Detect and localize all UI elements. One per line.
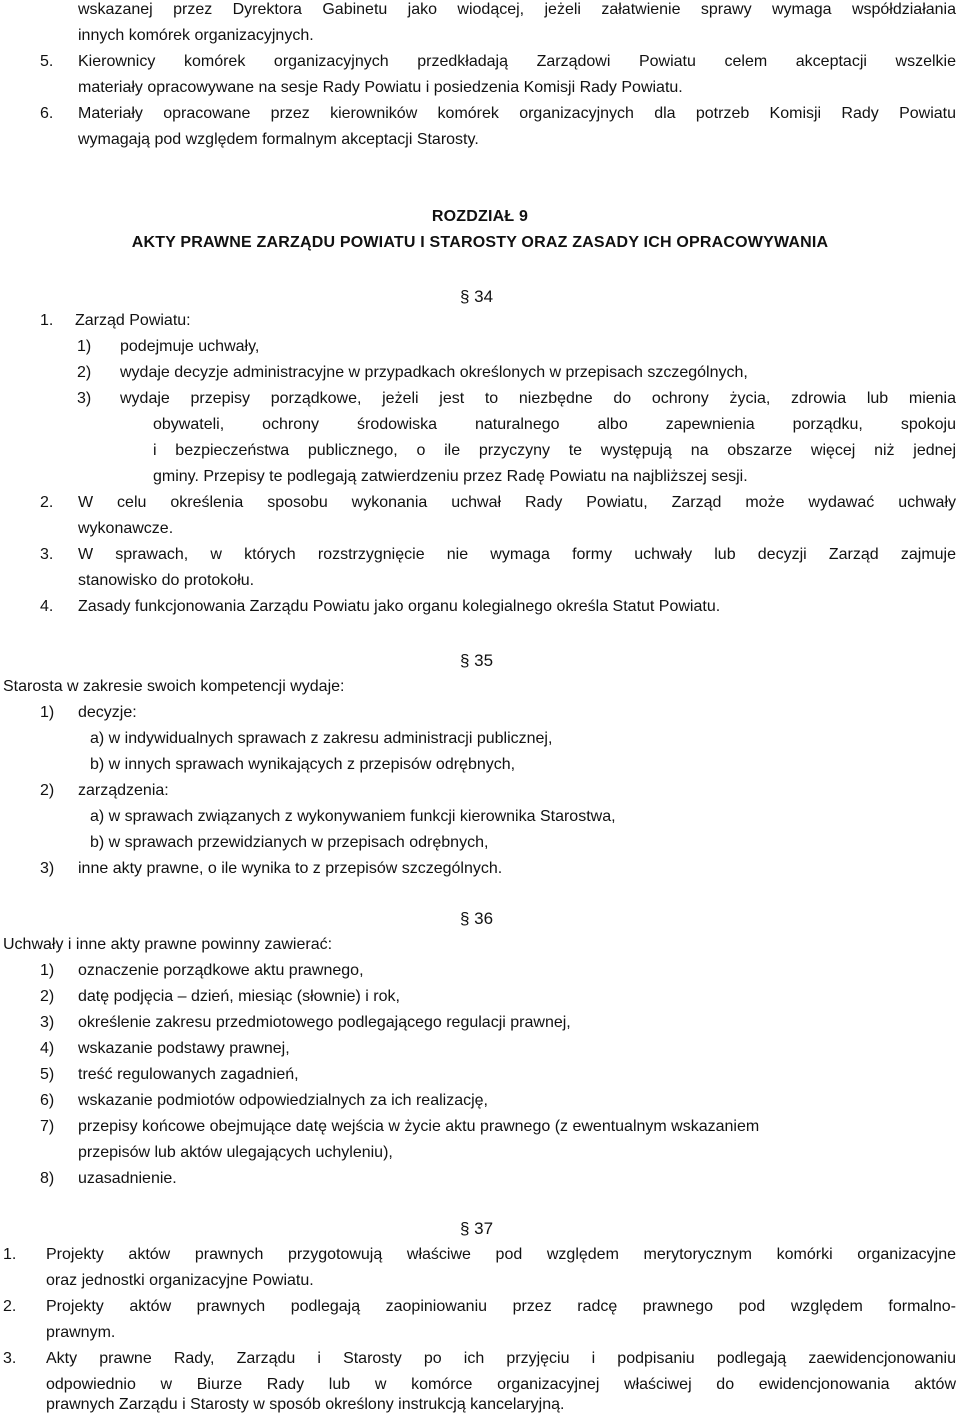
list-item: wskazanie podmiotów odpowiedzialnych za ich realizację, <box>78 1092 488 1109</box>
list-item: zarządzenia: <box>78 782 169 799</box>
item-number: 2. <box>40 494 54 511</box>
list-item: uzasadnienie. <box>78 1170 177 1187</box>
paragraph-line: W celu określenia sposobu wykonania uchwał Rady Powiatu, Zarząd może wydawać uchwały <box>78 494 956 511</box>
intro-line: innych komórek organizacyjnych. <box>78 27 314 44</box>
item-number: 3) <box>40 860 55 877</box>
item-number: 1) <box>40 962 55 979</box>
list-item: decyzje: <box>78 704 137 721</box>
item-number: 1) <box>77 338 92 355</box>
item-number: 7) <box>40 1118 55 1135</box>
item-number: 3) <box>40 1014 55 1031</box>
item-number: 3. <box>40 546 54 563</box>
paragraph-line: odpowiednio w Biurze Rady lub w komórce organizacyjnej właściwej do ewidencjonowania aktów <box>46 1376 956 1393</box>
list-item: datę podjęcia – dzień, miesiąc (słownie) i rok, <box>78 988 400 1005</box>
section-label: § 36 <box>460 909 494 928</box>
paragraph-line: prawnym. <box>46 1324 116 1341</box>
intro-line: wskazanej przez Dyrektora Gabinetu jako wiodącej, jeżeli załatwienie sprawy wymaga współdziałania <box>78 1 956 18</box>
paragraph-line: Akty prawne Rady, Zarządu i Starosty po ich przyjęciu i podpisaniu podlegają zaewidencjonowaniu <box>46 1350 956 1367</box>
list-item: przepisów lub aktów ulegających uchyleniu), <box>78 1144 393 1161</box>
paragraph-line: Zasady funkcjonowania Zarządu Powiatu jako organu kolegialnego określa Statut Powiatu. <box>78 598 721 615</box>
section-label: § 34 <box>460 287 494 306</box>
paragraph-line: wykonawcze. <box>78 520 174 537</box>
list-item: treść regulowanych zagadnień, <box>78 1066 299 1083</box>
list-item: podejmuje uchwały, <box>120 338 260 355</box>
paragraph-line: Kierownicy komórek organizacyjnych przedkładają Zarządowi Powiatu celem akceptacji wszelkie <box>78 53 956 70</box>
section-label: § 37 <box>460 1219 494 1238</box>
item-number: 2. <box>3 1298 17 1315</box>
item-number: 1. <box>3 1246 17 1263</box>
item-number: 2) <box>77 364 92 381</box>
paragraph-line: Uchwały i inne akty prawne powinny zawierać: <box>3 936 333 953</box>
item-number: 5. <box>40 53 54 70</box>
paragraph-line: stanowisko do protokołu. <box>78 572 255 589</box>
item-number: 2) <box>40 782 55 799</box>
list-item: gminy. Przepisy te podlegają zatwierdzeniu przez Radę Powiatu na najbliższej sesji. <box>153 468 748 485</box>
list-item: oznaczenie porządkowe aktu prawnego, <box>78 962 364 979</box>
chapter-subtitle: AKTY PRAWNE ZARZĄDU POWIATU I STAROSTY ORAZ ZASADY ICH OPRACOWYWANIA <box>131 234 829 251</box>
list-item: przepisy końcowe obejmujące datę wejścia w życie aktu prawnego (z ewentualnym wskazaniem <box>78 1118 760 1135</box>
item-number: 6) <box>40 1092 55 1109</box>
list-subitem: a) w indywidualnych sprawach z zakresu administracji publicznej, <box>90 730 553 747</box>
chapter-title: ROZDZIAŁ 9 <box>431 208 529 225</box>
item-number: 1) <box>40 704 55 721</box>
list-item: inne akty prawne, o ile wynika to z przepisów szczególnych. <box>78 860 503 877</box>
paragraph-line: W sprawach, w których rozstrzygnięcie nie wymaga formy uchwały lub decyzji Zarząd zajmuje <box>78 546 956 563</box>
list-item: wydaje decyzje administracyjne w przypadkach określonych w przepisach szczególnych, <box>120 364 748 381</box>
paragraph-line: Projekty aktów prawnych podlegają zaopiniowaniu przez radcę prawnego pod względem formalno- <box>46 1298 956 1315</box>
item-number: 3. <box>3 1350 17 1367</box>
list-item: wydaje przepisy porządkowe, jeżeli jest to niezbędne do ochrony życia, zdrowia lub mienia <box>120 390 956 407</box>
list-subitem: b) w innych sprawach wynikających z przepisów odrębnych, <box>90 756 516 773</box>
item-number: 2) <box>40 988 55 1005</box>
item-number: 1. <box>40 312 54 329</box>
paragraph-line: wymagają pod względem formalnym akceptacji Starosty. <box>78 131 479 148</box>
paragraph-line: Materiały opracowane przez kierowników komórek organizacyjnych dla potrzeb Komisji Rady Powiatu <box>78 105 956 122</box>
list-subitem: b) w sprawach przewidzianych w przepisach odrębnych, <box>90 834 489 851</box>
paragraph-line: Starosta w zakresie swoich kompetencji wydaje: <box>3 678 345 695</box>
list-item: określenie zakresu przedmiotowego podlegającego regulacji prawnej, <box>78 1014 571 1031</box>
item-number: 4) <box>40 1040 55 1057</box>
list-item: obywateli, ochrony środowiska naturalnego albo zapewnienia porządku, spokoju <box>153 416 956 433</box>
paragraph-line: Projekty aktów prawnych przygotowują właściwe pod względem merytorycznym komórki organizacyjne <box>46 1246 956 1263</box>
list-item: wskazanie podstawy prawnej, <box>78 1040 290 1057</box>
paragraph-line: materiały opracowywane na sesje Rady Powiatu i posiedzenia Komisji Rady Powiatu. <box>78 79 683 96</box>
section-label: § 35 <box>460 651 494 670</box>
item-number: 5) <box>40 1066 55 1083</box>
item-number: 6. <box>40 105 54 122</box>
paragraph-line: prawnych Zarządu i Starosty w sposób określony instrukcją kancelaryjną. <box>46 1396 565 1413</box>
paragraph-line: Zarząd Powiatu: <box>75 312 191 329</box>
list-subitem: a) w sprawach związanych z wykonywaniem funkcji kierownika Starostwa, <box>90 808 616 825</box>
item-number: 3) <box>77 390 92 407</box>
list-item: i bezpieczeństwa publicznego, o ile przyczyny te występują na obszarze więcej niż jednej <box>153 442 956 459</box>
paragraph-line: oraz jednostki organizacyjne Powiatu. <box>46 1272 314 1289</box>
item-number: 8) <box>40 1170 55 1187</box>
item-number: 4. <box>40 598 54 615</box>
